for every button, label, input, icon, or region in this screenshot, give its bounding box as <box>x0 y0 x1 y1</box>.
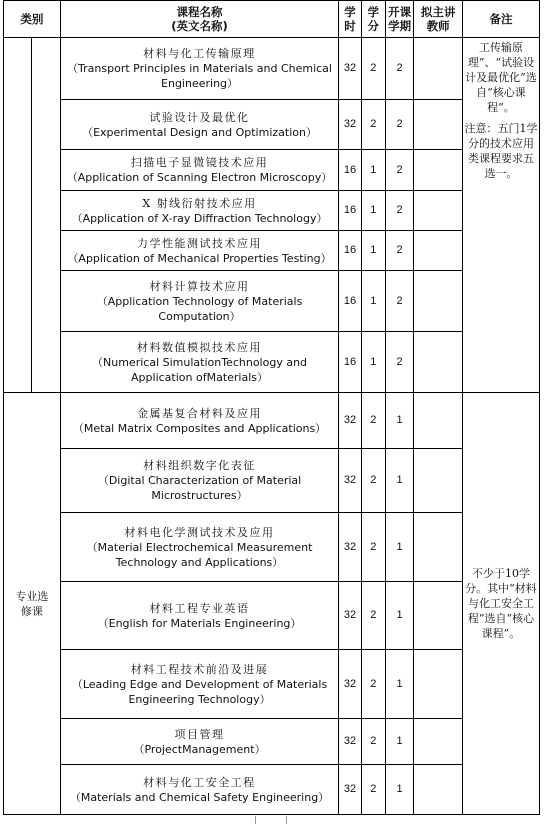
table-row <box>4 38 540 100</box>
course-teacher <box>414 513 463 582</box>
header-category: 类别 <box>4 1 61 38</box>
course-name-en: （Metal Matrix Composites and Applications） <box>72 421 327 435</box>
course-name-cell <box>60 393 339 449</box>
course-name-en: （Application of Scanning Electron Microscopy） <box>66 171 333 184</box>
course-name-en: （Application Technology of Materials Computation） <box>96 294 303 323</box>
course-name-cn: 材料计算技术应用 <box>149 279 250 293</box>
course-semester: 1 <box>385 719 413 765</box>
course-name-en: （Material Electrochemical Measurement Technology and Applications） <box>86 540 313 569</box>
course-name-cell <box>60 38 339 100</box>
course-teacher <box>414 38 463 100</box>
course-credits: 2 <box>361 719 385 765</box>
remarks-text-a: 工传输原理”、“试验设计及最优化”选自“核心课程”。 <box>465 41 537 114</box>
table-row <box>4 393 540 449</box>
course-teacher <box>414 765 463 815</box>
course-name-cell <box>60 100 339 150</box>
group1-remarks <box>462 38 539 393</box>
course-semester: 1 <box>385 582 413 650</box>
page-footer-marker <box>255 816 287 824</box>
course-credits: 2 <box>361 449 385 513</box>
header-row <box>4 1 540 38</box>
table-row <box>4 150 540 191</box>
course-name-en: （Transport Principles in Materials and Chemical Engineering） <box>67 62 332 90</box>
course-teacher <box>414 582 463 650</box>
course-name-cn: 材料与化工传输原理 <box>143 47 256 60</box>
course-credits: 1 <box>361 231 385 271</box>
course-name-en: （Leading Edge and Development of Materials Engineering Technology） <box>71 677 328 706</box>
course-hours: 32 <box>339 513 361 582</box>
course-name-cell <box>60 765 339 815</box>
course-hours: 32 <box>339 449 361 513</box>
course-semester: 2 <box>385 38 413 100</box>
course-name-cn: 扫描电子显微镜技术应用 <box>130 156 269 169</box>
course-credits: 1 <box>361 150 385 191</box>
course-teacher <box>414 650 463 719</box>
course-name-cn: 金属基复合材料及应用 <box>137 406 263 420</box>
header-course-name-cn: 课程名称 <box>176 5 223 19</box>
table-row <box>4 449 540 513</box>
course-hours: 16 <box>339 271 361 332</box>
course-semester: 2 <box>385 332 413 393</box>
course-name-cell <box>60 150 339 191</box>
group2-remarks <box>462 393 539 815</box>
course-credits: 2 <box>361 582 385 650</box>
course-name-cell <box>60 449 339 513</box>
course-name-cell <box>60 582 339 650</box>
course-semester: 2 <box>385 100 413 150</box>
course-semester: 2 <box>385 231 413 271</box>
course-name-cn: 材料与化工安全工程 <box>143 775 256 789</box>
course-name-en: （ProjectManagement） <box>133 742 266 756</box>
course-hours: 32 <box>339 582 361 650</box>
course-name-cell <box>60 719 339 765</box>
course-name-cn: 力学性能测试技术应用 <box>137 236 263 250</box>
course-name-en: （Digital Characterization of Material Microstructures） <box>97 474 302 502</box>
course-name-cell <box>60 513 339 582</box>
course-name-cn: 材料组织数字化表征 <box>143 459 256 472</box>
course-name-cell <box>60 271 339 332</box>
header-remarks: 备注 <box>462 1 539 38</box>
course-teacher <box>414 191 463 231</box>
course-teacher <box>414 100 463 150</box>
course-credits: 2 <box>361 38 385 100</box>
subcategory-cell-blank <box>32 38 60 393</box>
course-semester: 1 <box>385 650 413 719</box>
course-credits: 1 <box>361 271 385 332</box>
course-semester: 2 <box>385 150 413 191</box>
course-hours: 16 <box>339 332 361 393</box>
course-name-cn: 材料数值模拟技术应用 <box>137 340 263 354</box>
header-credits: 学分 <box>361 1 385 38</box>
course-name-cell <box>60 650 339 719</box>
header-course-name <box>60 1 339 38</box>
course-credits: 2 <box>361 100 385 150</box>
course-name-en: （English for Materials Engineering） <box>97 616 302 630</box>
course-credits: 2 <box>361 650 385 719</box>
table-row <box>4 271 540 332</box>
course-credits: 2 <box>361 513 385 582</box>
remarks-text-b: 注意：五门1学分的技术应用类课程要求五选一。 <box>464 122 538 180</box>
course-semester: 1 <box>385 513 413 582</box>
header-hours: 学时 <box>339 1 361 38</box>
course-hours: 16 <box>339 150 361 191</box>
course-name-en: （Application of Mechanical Properties Testing） <box>67 251 332 265</box>
course-hours: 32 <box>339 393 361 449</box>
header-semester: 开课学期 <box>385 1 413 38</box>
course-name-en: （Experimental Design and Optimization） <box>82 125 317 139</box>
course-teacher <box>414 150 463 191</box>
table-row <box>4 231 540 271</box>
course-hours: 16 <box>339 191 361 231</box>
table-row <box>4 100 540 150</box>
course-teacher <box>414 271 463 332</box>
category-elective-label: 专业选修课 <box>15 589 49 618</box>
table-row <box>4 582 540 650</box>
course-name-cn: 材料工程技术前沿及进展 <box>130 662 269 676</box>
table-row <box>4 650 540 719</box>
header-course-name-en: (英文名称) <box>171 19 228 33</box>
course-teacher <box>414 231 463 271</box>
course-hours: 32 <box>339 765 361 815</box>
course-table <box>3 0 540 815</box>
course-credits: 2 <box>361 393 385 449</box>
table-row <box>4 513 540 582</box>
course-name-en: （Application of X-ray Diffraction Technology） <box>71 211 328 225</box>
course-semester: 1 <box>385 393 413 449</box>
header-teacher: 拟主讲教师 <box>414 1 463 38</box>
course-credits: 1 <box>361 332 385 393</box>
course-credits: 1 <box>361 191 385 231</box>
table-row <box>4 765 540 815</box>
course-name-en: （Materials and Chemical Safety Engineering） <box>69 790 330 804</box>
course-name-cn: 材料电化学测试技术及应用 <box>124 525 275 539</box>
course-teacher <box>414 719 463 765</box>
course-teacher <box>414 393 463 449</box>
course-name-en: （Numerical SimulationTechnology and Application ofMaterials） <box>92 355 308 384</box>
table-row <box>4 191 540 231</box>
course-hours: 32 <box>339 38 361 100</box>
category-cell-blank <box>4 38 32 393</box>
course-credits: 2 <box>361 765 385 815</box>
table-row <box>4 332 540 393</box>
course-hours: 32 <box>339 719 361 765</box>
course-semester: 1 <box>385 765 413 815</box>
course-semester: 2 <box>385 191 413 231</box>
course-hours: 16 <box>339 231 361 271</box>
course-semester: 2 <box>385 271 413 332</box>
course-hours: 32 <box>339 650 361 719</box>
course-hours: 32 <box>339 100 361 150</box>
table-row <box>4 719 540 765</box>
course-semester: 1 <box>385 449 413 513</box>
course-name-cn: 材料工程专业英语 <box>149 601 250 615</box>
remarks-text: 不少于10学分。其中“材料与化工安全工程”选自“核心课程”。 <box>465 567 537 640</box>
course-name-cell <box>60 231 339 271</box>
course-name-cn: 试验设计及最优化 <box>149 110 250 124</box>
category-elective <box>4 393 61 815</box>
course-name-cn: X 射线衍射技术应用 <box>142 196 257 210</box>
course-name-cn: 项目管理 <box>174 727 225 741</box>
course-teacher <box>414 449 463 513</box>
course-name-cell <box>60 191 339 231</box>
course-name-cell <box>60 332 339 393</box>
course-teacher <box>414 332 463 393</box>
